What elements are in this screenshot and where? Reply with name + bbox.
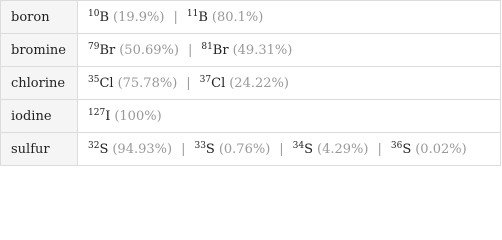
element-name: chlorine xyxy=(1,67,78,100)
isotope xyxy=(201,43,292,58)
element-symbol: Cl xyxy=(211,75,226,91)
mass-number: 35 xyxy=(88,74,100,85)
isotope xyxy=(88,109,162,124)
element-name: iodine xyxy=(1,100,78,133)
element-symbol: Br xyxy=(99,42,116,58)
isotope-list xyxy=(78,100,501,133)
isotope xyxy=(293,142,369,157)
mass-number: 33 xyxy=(194,140,206,151)
element-symbol: S xyxy=(304,141,314,157)
mass-number: 34 xyxy=(292,140,305,151)
abundance: (4.29%) xyxy=(317,141,369,157)
separator: | xyxy=(279,141,284,157)
element-symbol: Br xyxy=(212,42,229,58)
mass-number: 32 xyxy=(88,140,100,151)
abundance: (94.93%) xyxy=(112,141,173,157)
abundance: (24.22%) xyxy=(229,75,289,91)
mass-number: 36 xyxy=(390,140,403,151)
isotope xyxy=(200,76,289,91)
abundance: (100%) xyxy=(114,108,162,124)
table-row xyxy=(1,1,501,34)
isotope-list xyxy=(78,67,501,100)
abundance: (19.9%) xyxy=(113,9,165,25)
mass-number: 11 xyxy=(186,8,199,19)
element-name: boron xyxy=(1,1,78,34)
mass-number: 10 xyxy=(88,8,100,19)
abundance: (75.78%) xyxy=(117,75,178,91)
abundance: (0.02%) xyxy=(415,141,467,157)
mass-number: 127 xyxy=(88,107,106,118)
table-row xyxy=(1,133,501,166)
abundance: (49.31%) xyxy=(232,42,293,58)
element-symbol: B xyxy=(99,9,110,25)
mass-number: 79 xyxy=(88,41,100,52)
isotope xyxy=(391,142,467,157)
mass-number: 37 xyxy=(199,74,212,85)
abundance: (50.69%) xyxy=(119,42,179,58)
separator: | xyxy=(187,42,193,58)
mass-number: 81 xyxy=(201,41,213,52)
isotope xyxy=(194,142,270,157)
element-symbol: I xyxy=(105,108,111,124)
isotope-list xyxy=(78,1,501,34)
table-row xyxy=(1,67,501,100)
isotope xyxy=(88,43,179,58)
element-name: bromine xyxy=(1,34,78,67)
abundance: (0.76%) xyxy=(218,141,271,157)
isotope xyxy=(88,142,172,157)
separator: | xyxy=(186,75,191,91)
element-symbol: S xyxy=(205,141,215,157)
element-name: sulfur xyxy=(1,133,78,166)
isotope xyxy=(187,10,263,25)
isotope-list xyxy=(78,133,501,166)
isotope xyxy=(88,76,177,91)
separator: | xyxy=(181,141,186,157)
isotope xyxy=(88,10,164,25)
element-symbol: S xyxy=(402,141,412,157)
isotope-list xyxy=(78,34,501,67)
element-symbol: Cl xyxy=(99,75,114,91)
separator: | xyxy=(173,9,178,25)
table-row xyxy=(1,34,501,67)
table-row xyxy=(1,100,501,133)
element-symbol: B xyxy=(198,9,208,25)
element-symbol: S xyxy=(99,141,109,157)
separator: | xyxy=(377,141,382,157)
abundance: (80.1%) xyxy=(211,9,264,25)
